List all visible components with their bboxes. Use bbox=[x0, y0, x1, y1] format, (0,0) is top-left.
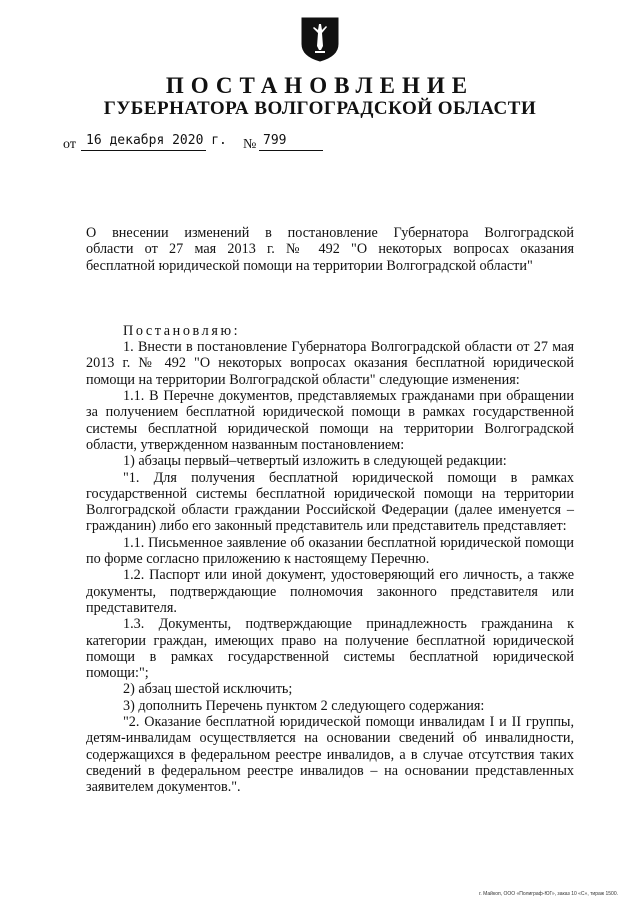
paragraph: 1.1. В Перечне документов, представляемых гражданами при обращении за получением бесплатной юридической помощи в рамках государственной системы бесплатной юридической помощи на территории Волгоградской области, утвержденном названным постановлением: bbox=[86, 388, 574, 453]
date-prefix: от bbox=[63, 137, 76, 152]
date-underline bbox=[81, 150, 206, 151]
paragraph: 1.2. Паспорт или иной документ, удостоверяющий его личность, а также документы, подтверждающие полномочия законного представителя или представителя. bbox=[86, 567, 574, 616]
paragraph: 1.3. Документы, подтверждающие принадлежность гражданина к категории граждан, имеющих право на получение бесплатной юридической помощи в рамках государственной системы бесплатной юридической помощи:"; bbox=[86, 616, 574, 682]
number-prefix: № bbox=[243, 137, 257, 152]
paragraph: 1) абзацы первый–четвертый изложить в следующей редакции: bbox=[123, 453, 507, 470]
paragraph: 2) абзац шестой исключить; bbox=[123, 681, 293, 698]
document-subject bbox=[86, 225, 574, 274]
paragraph: 3) дополнить Перечень пунктом 2 следующего содержания: bbox=[123, 697, 485, 714]
coat-of-arms-icon bbox=[300, 16, 340, 62]
paragraph: "1. Для получения бесплатной юридической помощи в рамках государственной системы бесплатной юридической помощи на территории Волгоградской области граждании Российской Федерации (далее именуется – гражданин) либо его законный представитель или представитель представляет: bbox=[86, 469, 574, 535]
paragraph: 1. Внести в постановление Губернатора Волгоградской области от 27 мая 2013 г. № 492 "О некоторых вопросах оказания бесплатной юридической помощи на территории Волгоградской области" следующие изменения: bbox=[86, 339, 574, 388]
document-subtitle: ГУБЕРНАТОРА ВОЛГОГРАДСКОЙ ОБЛАСТИ bbox=[103, 98, 537, 119]
document-title: ПОСТАНОВЛЕНИЕ bbox=[165, 73, 475, 98]
date-value: 16 декабря 2020 г. bbox=[86, 133, 227, 148]
document-body bbox=[86, 225, 574, 796]
decree-word: Постановляю: bbox=[123, 322, 241, 339]
printer-imprint: г. Майкоп, ООО «Полиграф-ЮГ», заказ 10 «С», тираж 1500. bbox=[479, 891, 618, 897]
subject-line: О внесении изменений в постановление Губернатора Волгоградской bbox=[86, 225, 574, 241]
subject-line: бесплатной юридической помощи на территории Волгоградской области" bbox=[86, 257, 533, 274]
number-underline bbox=[259, 150, 323, 151]
subject-line: области от 27 мая 2013 г. № 492 "О некоторых вопросах оказания bbox=[86, 241, 574, 258]
paragraph: 1.1. Письменное заявление об оказании бесплатной юридической помощи по форме согласно приложению к настоящему Перечню. bbox=[86, 534, 574, 568]
emblem-icon bbox=[300, 16, 340, 62]
paragraph: "2. Оказание бесплатной юридической помощи инвалидам I и II группы, детям-инвалидам осуществляется на основании сведений об инвалидности, содержащихся в федеральном реестре инвалидов, а в случае отсутствия таких сведений в федеральном реестре инвалидов – на основании представленных заявителем документов.". bbox=[86, 714, 574, 796]
number-value: 799 bbox=[263, 133, 287, 148]
